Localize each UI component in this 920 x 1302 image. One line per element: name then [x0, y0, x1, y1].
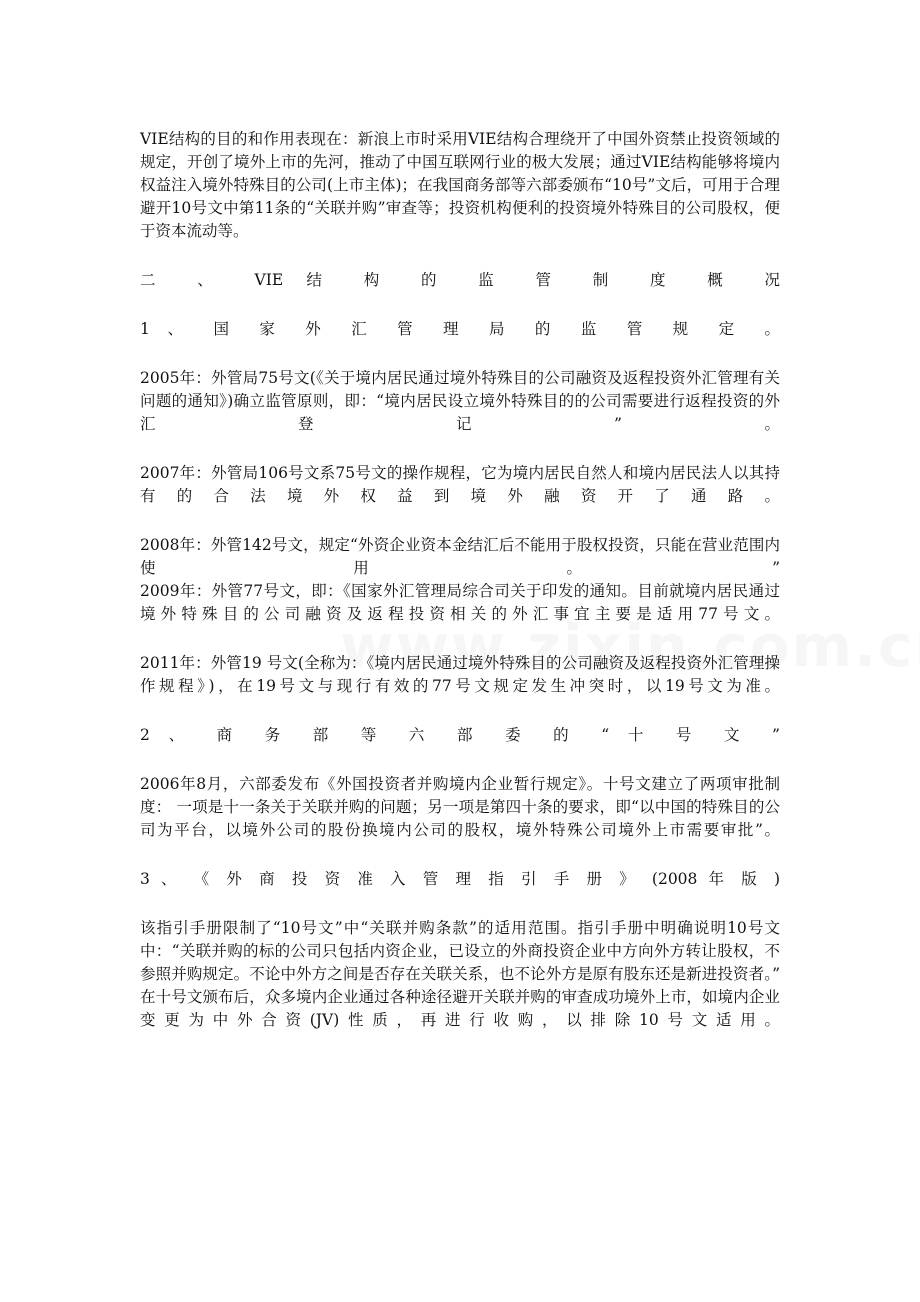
paragraph-2007: 2007年：外管局106号文系75号文的操作规程，它为境内居民自然人和境内居民法人以其持有的合法境外权益到境外融资开了通路。	[140, 464, 780, 505]
paragraph-2011: 2011年：外管19 号文(全称为：《境内居民通过境外特殊目的公司融资及返程投资外汇管理操作规程》)，在19号文与现行有效的77号文规定发生冲突时，以19号文为准。	[140, 654, 780, 695]
section-heading-vie-regulation: 二 、 VIE 结 构 的 监 管 制 度 概 况	[140, 271, 780, 289]
subsection-heading-mofcom: 2 、 商 务 部 等 六 部 委 的 “ 十 号 文 ”	[140, 726, 780, 744]
subsection-heading-safe: 1 、 国 家 外 汇 管 理 局 的 监 管 规 定 。	[140, 320, 780, 338]
paragraph-2006: 2006年8月，六部委发布《外国投资者并购境内企业暂行规定》。十号文建立了两项审批制度： 一项是十一条关于关联并购的问题；另一项是第四十条的要求，即“以中国的特殊目的公司为平台，以境外公司的股份换境内公司的股权，境外特殊公司境外上市需要审批”。	[140, 775, 780, 839]
paragraph-guide: 该指引手册限制了“10号文”中“关联并购条款”的适用范围。指引手册中明确说明10号文中：“关联并购的标的公司只包括内资企业，已设立的外商投资企业中方向外方转让股权，不参照并购规定。不论中外方之间是否存在关联关系，也不论外方是原有股东还是新进投资者。” 在十号文颁布后，众多境内企业通过各种途径避开关联并购的审查成功境外上市，如境内企业变更为中外合资(JV)性质，再进行收购，以排除10号文适用。	[140, 919, 780, 1029]
intro-paragraph: VIE结构的目的和作用表现在：新浪上市时采用VIE结构合理绕开了中国外资禁止投资领域的规定，开创了境外上市的先河，推动了中国互联网行业的极大发展；通过VIE结构能够将境内权益注入境外特殊目的公司(上市主体)；在我国商务部等六部委颁布“10号”文后，可用于合理避开10号文中第11条的“关联并购”审查等；投资机构便利的投资境外特殊目的公司股权，便于资本流动等。	[140, 130, 780, 240]
paragraph-2008: 2008年：外管142号文，规定“外资企业资本金结汇后不能用于股权投资，只能在营业范围内使用。”	[140, 536, 780, 577]
document-body	[140, 128, 780, 1032]
subsection-heading-guide: 3 、 《 外 商 投 资 准 入 管 理 指 引 手 册 》 (2008 年 版 )	[140, 870, 780, 888]
paragraph-2005: 2005年：外管局75号文(《关于境内居民通过境外特殊目的公司融资及返程投资外汇管理有关问题的通知》)确立监管原则，即：“境内居民设立境外特殊目的的公司需要进行返程投资的外汇登记”。	[140, 369, 780, 433]
paragraph-2009: 2009年：外管77号文，即：《国家外汇管理局综合司关于印发的通知。目前就境内居民通过境外特殊目的公司融资及返程投资相关的外汇事宜主要是适用77号文。	[140, 582, 780, 623]
